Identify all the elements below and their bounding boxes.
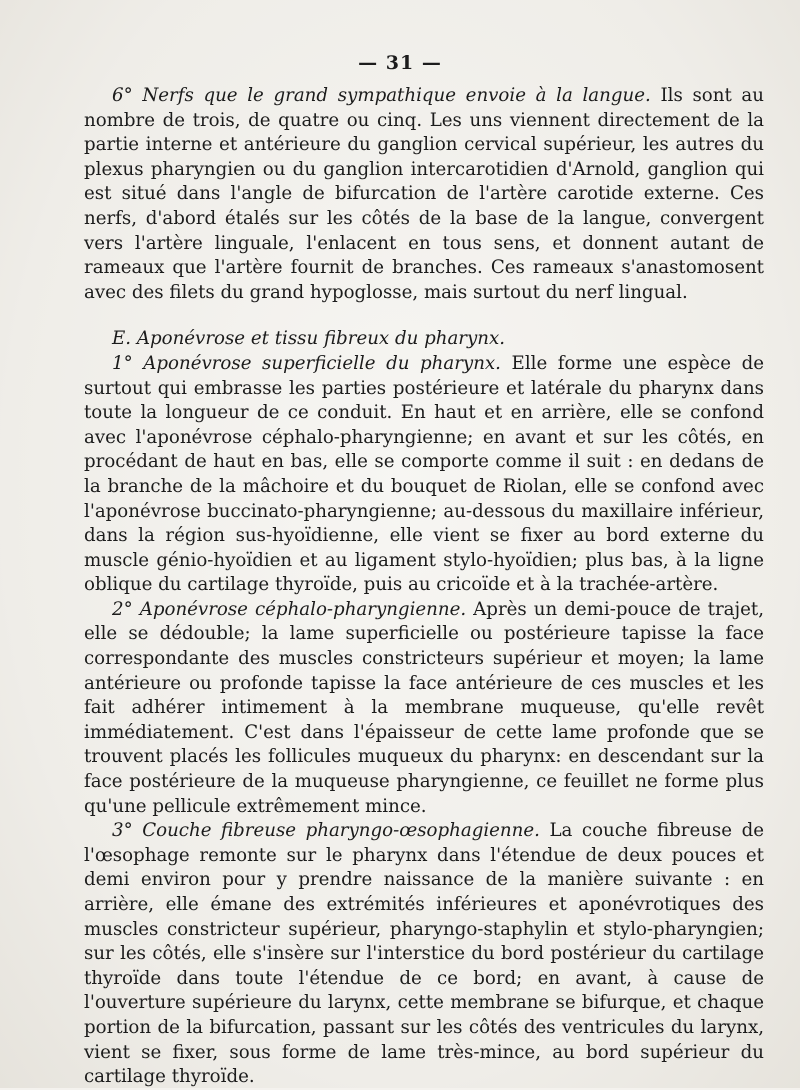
paragraph-body: La couche fibreuse de l'œsophage remonte sur le pharynx dans l'étendue de deux pouces et demi environ pour y prendre naissance de la manière suivante : en arrière, elle émane des extrémités inférieures et aponévrotiques des muscles constricteur supérieur, pharyngo-staphylin et stylo-pharyngien; sur les côtés, elle s'insère sur l'interstice du bord postérieur du cartilage thyroïde dans toute l'étendue de ce bord; en avant, à cause de l'ouverture supérieure du larynx, cette membrane se bifurque, et chaque portion de la bifurcation, passant sur les côtés des ventricules du larynx, vient se fixer, sous forme de lame très-mince, au bord supérieur du cartilage thyroïde. [84,820,764,1088]
paragraph-heading: 6° Nerfs que le grand sympathique envoie à la langue. [112,85,651,106]
paragraph-heading: 2° Aponévrose céphalo-pharyngienne. [112,598,467,620]
section-heading-text: E. Aponévrose et tissu fibreux du pharynx. [112,328,506,350]
paragraph-heading: 3° Couche fibreuse pharyngo-œsophagienne. [112,820,540,842]
section-heading-aponevrose [84,327,764,352]
paragraph-body: Ils sont au nombre de trois, de quatre ou cinq. Les uns viennent directement de la partie interne et antérieure du ganglion cervical supérieur, les autres du plexus pharyngien ou du ganglion intercarotidien d'Arnold, ganglion qui est situé dans l'angle de bifurcation de l'artère carotide externe. Ces nerfs, d'abord étalés sur les côtés de la base de la langue, convergent vers l'artère linguale, l'enlacent en tous sens, et donnent autant de rameaux que l'artère fournit de branches. Ces rameaux s'anastomosent avec des filets du grand hypoglosse, mais surtout du nerf lingual. [84,85,764,303]
page-number: — 31 — [358,52,442,74]
paragraph-aponevrose-superficielle [84,352,764,598]
section-gap [84,305,764,327]
paragraph-heading: 1° Aponévrose superficielle du pharynx. [112,352,501,374]
paragraph-body: Elle forme une espèce de surtout qui embrasse les parties postérieure et latérale du pharynx dans toute la longueur de ce conduit. En haut et en arrière, elle se confond avec l'aponévrose céphalo-pharyngienne; en avant et sur les côtés, en procédant de haut en bas, elle se comporte comme il suit : en dedans de la branche de la mâchoire et du bouquet de Riolan, elle se confond avec l'aponévrose buccinato-pharyngienne; au-dessous du maxillaire inférieur, dans la région sus-hyoïdienne, elle vient se fixer au bord externe du muscle génio-hyoïdien et au ligament stylo-hyoïdien; plus bas, à la ligne oblique du cartilage thyroïde, puis au cricoïde et à la trachée-artère. [84,352,764,596]
paragraph-couche-fibreuse [84,819,764,1090]
paragraph-aponevrose-cephalo [84,598,764,819]
paragraph-body: Après un demi-pouce de trajet, elle se dédouble; la lame superficielle ou postérieure tapisse la face correspondante des muscles constricteurs supérieur et moyen; la lame antérieure ou profonde tapisse la face antérieure de ces muscles et les fait adhérer intimement à la membrane muqueuse, qu'elle revêt immédiatement. C'est dans l'épaisseur de cette lame profonde que se trouvent placés les follicules muqueux du pharynx: en descendant sur la face postérieure de la muqueuse pharyngienne, ce feuillet ne forme plus qu'une pellicule extrêmement mince. [84,598,764,817]
paragraph-nerfs-sympathique [84,84,764,305]
body-text [84,84,764,1090]
